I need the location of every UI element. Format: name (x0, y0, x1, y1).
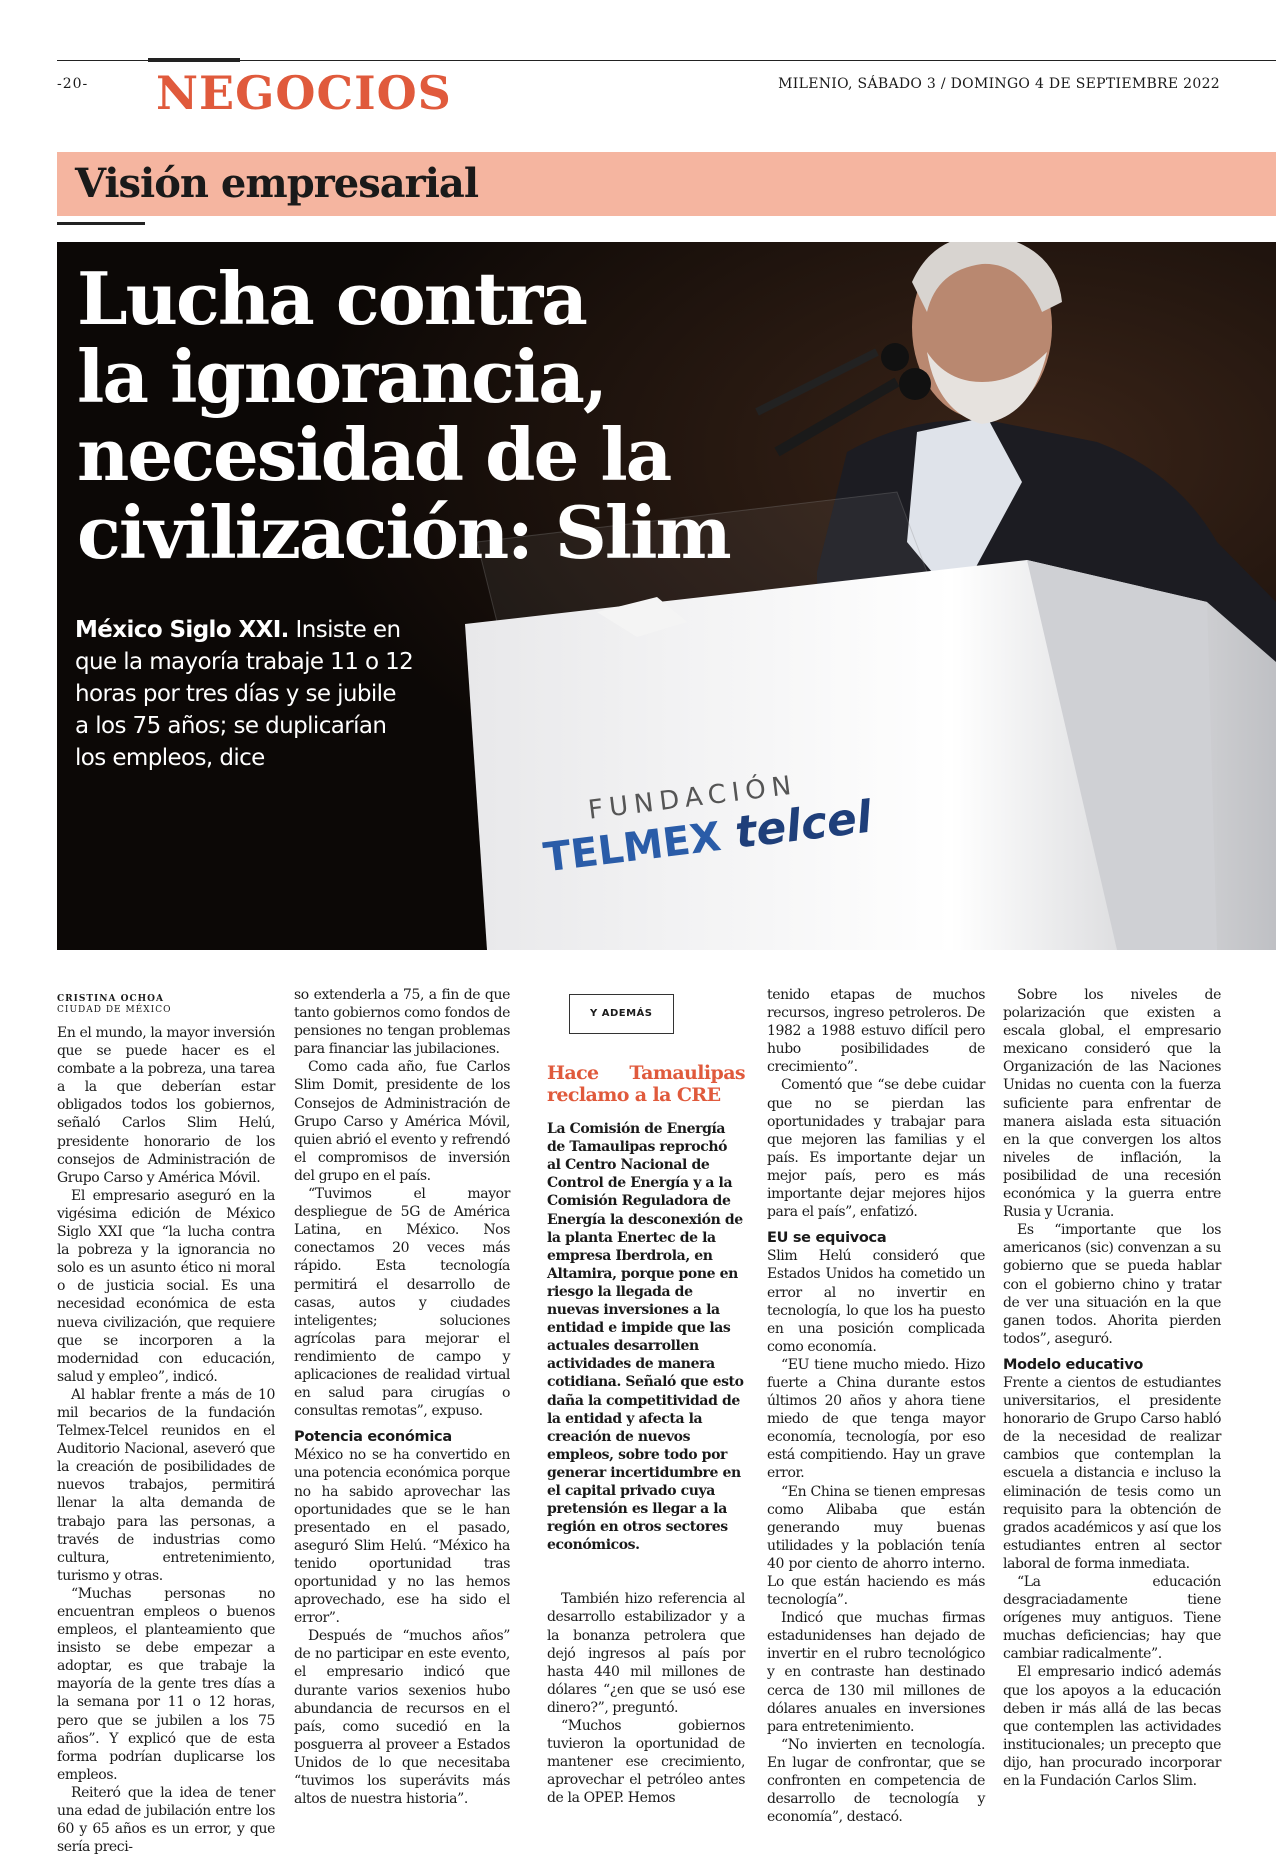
paragraph: También hizo referencia al desarrollo estabilizador y a la bonanza petrolera que dejó ingresos al país por hasta 440 mil millones de dólares “¿en que se usó ese dinero?”, preguntó. (547, 1591, 745, 1716)
article-column-2 (294, 986, 510, 1808)
paragraph: El empresario indicó además que los apoyos a la educación deben ir más allá de las becas que contemplen las actividades institucionales; un precepto que dijo, han procurado incorporar en la Fundación Carlos Slim. (1003, 1664, 1221, 1790)
headline-line: necesidad de la (77, 412, 671, 497)
paragraph: “La educación desgraciadamente tiene orígenes muy antiguos. Tiene muchas deficiencias; hay que cambiar radicalmente”. (1003, 1574, 1221, 1663)
podium-logo-line1: FUNDACIÓN (586, 770, 799, 826)
paragraph: México no se ha convertido en una potencia económica porque no ha sabido aprovechar las oportunidades que se le han presentado en el pasado, aseguró Slim Helú. “México ha tenido oportunidad tras oportunidad y no las hemos aprovechado, ese ha sido el error”. (294, 1447, 510, 1627)
subheading: EU se equivoca (767, 1230, 887, 1247)
byline-location: CIUDAD DE MÉXICO (57, 1005, 172, 1015)
deck-lead: México Siglo XXI. (75, 617, 289, 643)
headline (77, 256, 737, 575)
lead-photo (57, 242, 1276, 950)
paragraph: Comentó que “se debe cuidar que no se pierdan las oportunidades y trabajar para que mejoren las familias y el país. Es importante dejar un mejor país, pero es más importante dejar mejores hijos para el país”, enfatizó. (767, 1077, 985, 1221)
paragraph: “No invierten en tecnología. En lugar de confrontar, que se confronten en competencia de desarrollo de tecnología y economía”, destacó. (767, 1736, 985, 1826)
article-column-3 (547, 994, 745, 1807)
sidebar-body: La Comisión de Energía de Tamaulipas reprochó al Centro Nacional de Control de Energía y a la Comisión Reguladora de Energía la desconexión de la planta Enertec de la empresa Iberdrola, en Altamira, porque pone en riesgo la llegada de nuevas inversiones a la entidad e impide que las actuales desarrollen actividades de manera cotidiana. Señaló que esto daña la competitividad de la entidad y afecta la creación de nuevos empleos, sobre todo por generar incertidumbre en el capital privado cuya pretensión es llegar a la región en otros sectores económicos. (547, 1121, 744, 1554)
paragraph: El empresario aseguró en la vigésima edición de México Siglo XXI que “la lucha contra la pobreza y la ignorancia no solo es un asunto ético ni moral o de justicia social. Es una necesidad económica de esta nueva civilización, que requiere que se incorporen a la modernidad con educación, salud y empleo”, indicó. (57, 1187, 275, 1385)
paragraph: En el mundo, la mayor inversión que se puede hacer es el combate a la pobreza, una tarea a la que deberían estar obligados todos los gobiernos, señaló Carlos Slim Helú, presidente honorario de los consejos de Administración de Grupo Carso y América Móvil. (57, 1025, 275, 1186)
top-rule-accent (148, 58, 240, 62)
headline-line: la ignorancia, (77, 334, 606, 419)
paragraph: “EU tiene mucho miedo. Hizo fuerte a China durante estos últimos 20 años y ahora tiene miedo de que tenga mayor economía, tecnología, por eso está compitiendo. Hay un grave error. (767, 1356, 985, 1482)
banner-title: Visión empresarial (75, 160, 479, 207)
paragraph: Como cada año, fue Carlos Slim Domit, presidente de los Consejos de Administración de Grupo Carso y América Móvil, quien abrió el evento y refrendó el compromisos de inversión del grupo en el país. (294, 1059, 510, 1184)
headline-line: Lucha contra (77, 256, 586, 341)
dateline: MILENIO, SÁBADO 3 / DOMINGO 4 DE SEPTIEMBRE 2022 (778, 76, 1220, 92)
sidebar-title: Hace Tamaulipas reclamo a la CRE (547, 1062, 745, 1107)
article-column-4 (767, 986, 985, 1826)
deck (75, 614, 415, 774)
paragraph: “Muchas personas no encuentran empleos o buenos empleos, el planteamiento que insisto se debe empezar a adoptar, es que trabaje la mayoría de la gente tres días a la semana por 11 o 12 horas, pero que se jubilen a los 75 años”. Y explicó que de esta forma podrían duplicarse los empleos. (57, 1585, 275, 1783)
byline (57, 994, 275, 1016)
paragraph: so extenderla a 75, a fin de que tanto gobiernos como fondos de pensiones no tengan problemas para financiar las jubilaciones. (294, 987, 510, 1058)
paragraph: “Muchos gobiernos tuvieron la oportunidad de mantener ese crecimiento, aprovechar el petróleo antes de la OPEP. Hemos (547, 1718, 745, 1807)
article-column-1 (57, 994, 275, 1856)
deck-text: Insiste en que la mayoría trabaje 11 o 12 horas por tres días y se jubile a los 75 años; se duplicarían los empleos, dice (75, 617, 414, 771)
podium-logo-telmex: TELMEX (541, 814, 724, 882)
paragraph: Reiteró que la idea de tener una edad de jubilación entre los 60 y 65 años es un error, y que sería preci- (57, 1784, 275, 1856)
podium-logo-telcel: telcel (732, 791, 875, 859)
section-title: NEGOCIOS (156, 66, 452, 120)
paragraph: Después de “muchos años” de no participar en este evento, el empresario indicó que durante varios sexenios hubo abundancia de recursos en el país, como sucedió en la posguerra al proveer a Estados Unidos de lo que necesitaba “tuvimos los superávits más altos de nuestra historia”. (294, 1628, 510, 1808)
section-banner (57, 152, 1276, 216)
page-number: -20- (57, 76, 89, 92)
paragraph: “En China se tienen empresas como Alibaba que están generando muy buenas utilidades y la población tenía 40 por ciento de ahorro interno. Lo que están haciendo es más tecnología”. (767, 1483, 985, 1609)
article-column-5 (1003, 986, 1221, 1790)
paragraph: tenido etapas de muchos recursos, ingreso petroleros. De 1982 a 1988 estuvo difícil pero hubo posibilidades de crecimiento”. (767, 987, 985, 1076)
subheading: Potencia económica (294, 1429, 452, 1446)
paragraph: Slim Helú consideró que Estados Unidos ha cometido un error al no invertir en tecnología, lo que los ha puesto en una posición complicada como economía. (767, 1248, 985, 1355)
subheading: Modelo educativo (1003, 1356, 1144, 1373)
banner-rule (57, 222, 145, 225)
byline-author: CRISTINA OCHOA (57, 994, 164, 1004)
sidebar-label: Y ADEMÁS (569, 994, 674, 1034)
headline-line: civilización: Slim (77, 490, 730, 575)
paragraph: “Tuvimos el mayor despliegue de 5G de América Latina, en México. Nos conectamos 20 veces más rápido. Esta tecnología permitirá el desarrollo de casas, autos y ciudades inteligentes; soluciones agrícolas para mejorar el rendimiento de campo y aplicaciones de realidad virtual en salud para cirugías o consultas remotas”, expuso. (294, 1186, 510, 1420)
paragraph: Es “importante que los americanos (sic) convenzan a su gobierno que se pueda hablar con el gobierno chino y tratar de ver una situación en la que ganen todos. Ahorita pierden todos”, aseguró. (1003, 1222, 1221, 1347)
paragraph: Indicó que muchas firmas estadunidenses han dejado de invertir en el rubro tecnológico y en contraste han destinado cerca de 130 mil millones de dólares anuales en inversiones para entretenimiento. (767, 1610, 985, 1735)
paragraph: Al hablar frente a más de 10 mil becarios de la fundación Telmex-Telcel reunidos en el Auditorio Nacional, aseveró que la creación de posibilidades de nuevos trabajos, permitirá llenar la alta demanda de trabajo para las personas, a través de industrias como cultura, entretenimiento, turismo y otras. (57, 1386, 275, 1584)
paragraph: Sobre los niveles de polarización que existen a escala global, el empresario mexicano consideró que la Organización de las Naciones Unidas no cuenta con la fuerza suficiente para enfrentar de manera aislada esta situación en la que convergen los altos niveles de inflación, la posibilidad de una recesión económica y la guerra entre Rusia y Ucrania. (1003, 987, 1221, 1221)
paragraph: Frente a cientos de estudiantes universitarios, el presidente honorario de Grupo Carso habló de la necesidad de realizar cambios que contemplan la escuela a distancia e incluso la eliminación de tesis como un requisito para la obtención de grados académicos y así que los estudiantes entren al sector laboral de forma inmediata. (1003, 1374, 1221, 1572)
